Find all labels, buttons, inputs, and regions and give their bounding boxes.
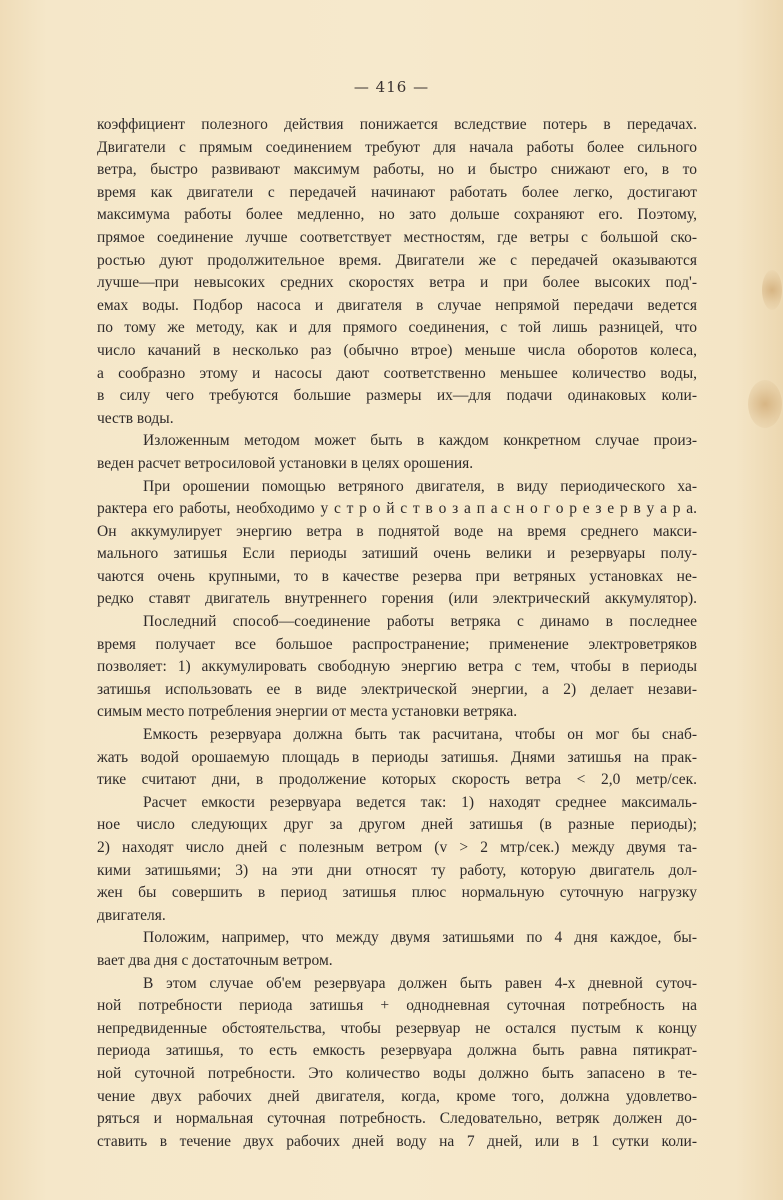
text-line: веден расчет ветросиловой установки в целях орошения. (97, 454, 474, 472)
text-line: позволяет: 1) аккумулировать свободную энергию ветра с тем, чтобы в периоды (97, 658, 697, 676)
text-line: честв воды. (97, 409, 174, 427)
text-line: жен бы совершить в период затишья плюс нормальную суточную нагрузку (97, 884, 697, 902)
body-text (97, 114, 697, 1153)
text-line: в силу чего требуются большие размеры их—для подачи одинаковых коли- (97, 387, 697, 405)
text-line: ряться и нормальная суточная потребность. Следовательно, ветряк должен до- (97, 1110, 697, 1128)
text-line: симым место потребления энергии от места установки ветряка. (97, 703, 518, 721)
text-line: В этом случае об'ем резервуара должен быть равен 4-х дневной суточ- (143, 974, 697, 992)
text-line: чение двух рабочих дней двигателя, когда, кроме того, должна удовлетво- (97, 1087, 697, 1105)
text-line: При орошении помощью ветряного двигателя, в виду периодического ха- (143, 477, 697, 495)
text-line: кими затишьями; 3) на эти дни относят ту работу, которую двигатель дол- (97, 861, 697, 879)
text-line: ной потребности периода затишья + однодневная суточная потребность на (97, 997, 697, 1015)
text-line: ной суточной потребности. Это количество воды должно быть запасено в те- (97, 1064, 697, 1082)
text-line: коэффициент полезного действия понижается вследствие потерь в передачах. (97, 116, 697, 133)
text-line: по тому же методу, как и для прямого соединения, с той лишь разницей, что (97, 319, 697, 337)
text-line: мального затишья Если периоды затиший очень велики и резервуары полу- (97, 545, 697, 563)
text-line: прямое соединение лучше соответствует местностям, где ветры с большой ско- (97, 228, 697, 246)
text-line: затишья использовать ее в виде электрической энергии, а 2) делает незави- (97, 680, 697, 698)
text-line: Он аккумулирует энергию ветра в поднятой воде на время среднего макси- (97, 522, 697, 540)
text-line: Последний способ—соединение работы ветряка с динамо в последнее (143, 613, 697, 631)
text-line: периода затишья, то есть емкость резервуара должна быть равна пятикрат- (97, 1042, 697, 1060)
text-line: двигателя. (97, 906, 166, 924)
text-line: тике считают дни, в продолжение которых скорость ветра < 2,0 метр/сек. (97, 771, 697, 789)
text-line: ростью дуют продолжительное время. Двигатели же с передачей оказываются (97, 251, 697, 269)
text-line: а сообразно этому и насосы дают соответственно меньшее количество воды, (97, 364, 697, 382)
text-line: Расчет емкости резервуара ведется так: 1) находят среднее максималь- (143, 793, 697, 811)
text-line: ветра, быстро развивают максимум работы, но и быстро снижают его, в то (97, 161, 697, 179)
text-line: чаются очень крупными, то в качестве резерва при ветряных установках не- (97, 567, 697, 585)
text-line: Положим, например, что между двумя затишьями по 4 дня каждое, бы- (143, 929, 697, 947)
text-line: 2) находят число дней с полезным ветром (v > 2 мтр/сек.) между двумя та- (97, 839, 697, 856)
paper-stain (762, 270, 782, 310)
text-line: редко ставят двигатель внутреннего горения (или электрический аккумулятор). (97, 590, 697, 608)
paper-stain (748, 380, 782, 428)
text-line: число качаний в несколько раз (обычно втрое) меньше числа оборотов колеса, (97, 341, 697, 359)
page-number: — 416 — (353, 78, 430, 96)
text-line: Изложенным методом может быть в каждом конкретном случае произ- (143, 432, 697, 450)
text-line: емах воды. Подбор насоса и двигателя в случае непрямой передачи ведется (97, 296, 697, 314)
text-line: Емкость резервуара должна быть так расчитана, чтобы он мог бы снаб- (143, 726, 697, 744)
text-line: время получает все большое распространение; применение электроветряков (97, 635, 697, 653)
text-line: ное число следующих друг за другом дней затишья (в разные периоды); (97, 816, 697, 834)
text-line: максимума работы более медленно, но зато дольше сохраняют его. Поэтому, (97, 206, 697, 224)
text-line: жать водой орошаемую площадь в периоды затишья. Днями затишья на прак- (97, 748, 697, 766)
text-line: ставить в течение двух рабочих дней воду на 7 дней, или в 1 сутки коли- (97, 1132, 697, 1150)
text-line: лучше—при невысоких средних скоростях ветра и при более высоких под'- (97, 274, 697, 292)
text-line: вает два дня с достаточным ветром. (97, 951, 333, 969)
text-line: рактера его работы, необходимо у с т р о й с т в о з а п а с н о г о р е з е р в у а р а. (97, 500, 697, 518)
text-line: Двигатели с прямым соединением требуют для начала работы более сильного (97, 138, 697, 156)
text-line: время как двигатели с передачей начинают работать более легко, достигают (97, 183, 697, 201)
text-line: непредвиденные обстоятельства, чтобы резервуар не остался пустым к концу (97, 1019, 697, 1037)
